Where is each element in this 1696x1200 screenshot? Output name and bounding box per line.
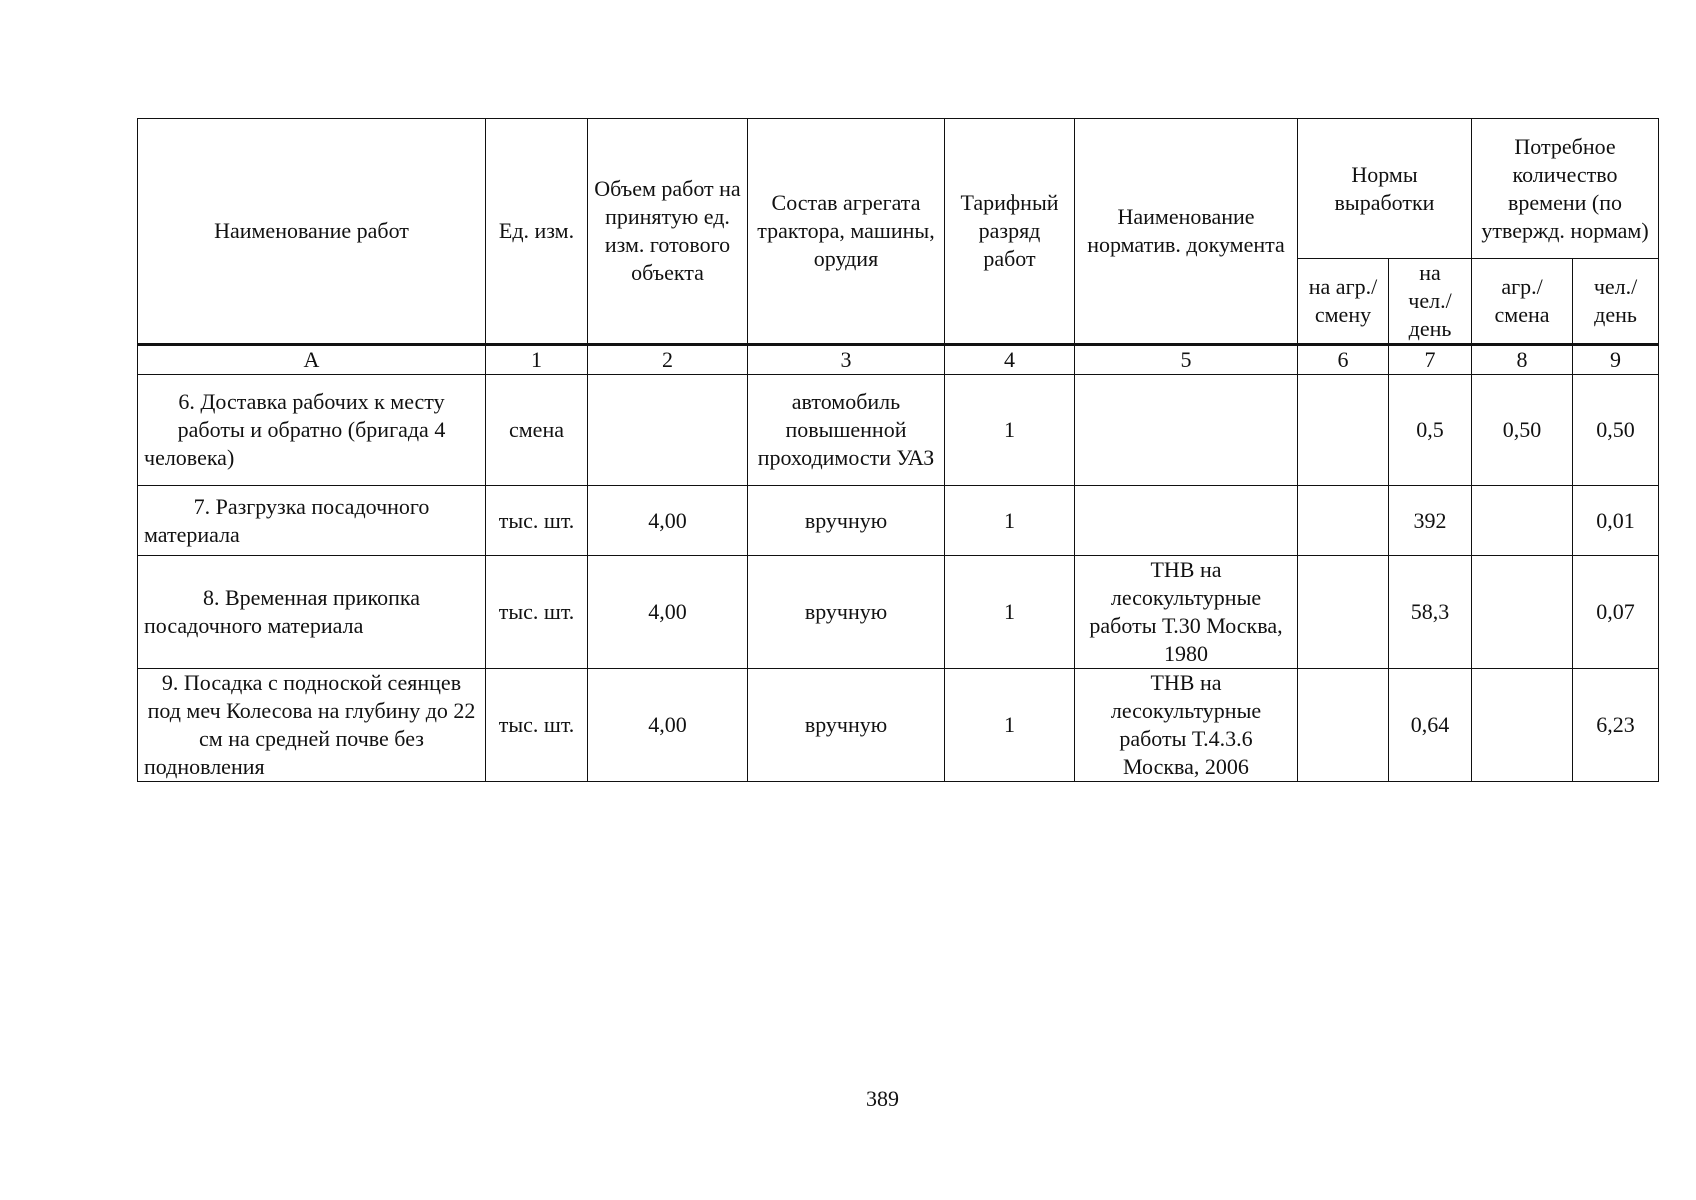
page-number: 389: [866, 1086, 899, 1111]
required-agr: [1472, 669, 1573, 782]
required-agr: 0,50: [1472, 375, 1573, 486]
column-number: 4: [945, 345, 1075, 375]
required-agr: [1472, 556, 1573, 669]
table-row: [138, 375, 1659, 486]
header-norms-man: на чел./ день: [1389, 259, 1472, 345]
norm-agr: [1298, 486, 1389, 556]
column-number: 5: [1075, 345, 1298, 375]
column-number: 2: [588, 345, 748, 375]
work-name: 7. Разгрузка посадочного материала: [138, 486, 486, 556]
norm-man: 0,64: [1389, 669, 1472, 782]
table-row: [138, 669, 1659, 782]
work-name: 6. Доставка рабочих к месту работы и обратно (бригада 4 человека): [138, 375, 486, 486]
column-number: 7: [1389, 345, 1472, 375]
unit: тыс. шт.: [486, 486, 588, 556]
required-man: 0,50: [1573, 375, 1659, 486]
document: ТНВ на лесокультурные работы Т.4.3.6 Москва, 2006: [1075, 669, 1298, 782]
norm-man: 392: [1389, 486, 1472, 556]
required-man: 6,23: [1573, 669, 1659, 782]
unit: тыс. шт.: [486, 556, 588, 669]
work-name: 9. Посадка с подноской сеянцев под меч Колесова на глубину до 22 см на средней почве без подновления: [138, 669, 486, 782]
volume: 4,00: [588, 486, 748, 556]
header-required-man: чел./ день: [1573, 259, 1659, 345]
norm-agr: [1298, 556, 1389, 669]
composition: вручную: [748, 486, 945, 556]
header-norms: Нормы выработки: [1298, 119, 1472, 259]
volume: [588, 375, 748, 486]
header-composition: Состав агрегата трактора, машины, орудия: [748, 119, 945, 345]
header-required: Потребное количество времени (по утвержд. нормам): [1472, 119, 1659, 259]
grade: 1: [945, 669, 1075, 782]
header-document: Наименование норматив. документа: [1075, 119, 1298, 345]
header-required-agr: агр./ смена: [1472, 259, 1573, 345]
composition: вручную: [748, 669, 945, 782]
norm-agr: [1298, 669, 1389, 782]
unit: смена: [486, 375, 588, 486]
grade: 1: [945, 556, 1075, 669]
composition: автомобиль повышенной проходимости УАЗ: [748, 375, 945, 486]
column-number: 3: [748, 345, 945, 375]
grade: 1: [945, 375, 1075, 486]
document: [1075, 375, 1298, 486]
required-man: 0,07: [1573, 556, 1659, 669]
works-table: [137, 118, 1659, 782]
unit: тыс. шт.: [486, 669, 588, 782]
column-number-row: [138, 345, 1659, 375]
grade: 1: [945, 486, 1075, 556]
norm-man: 58,3: [1389, 556, 1472, 669]
header-name: Наименование работ: [138, 119, 486, 345]
document: [1075, 486, 1298, 556]
column-number: 8: [1472, 345, 1573, 375]
table-row: [138, 486, 1659, 556]
header-unit: Ед. изм.: [486, 119, 588, 345]
volume: 4,00: [588, 669, 748, 782]
required-agr: [1472, 486, 1573, 556]
header-volume: Объем работ на принятую ед. изм. готового объекта: [588, 119, 748, 345]
required-man: 0,01: [1573, 486, 1659, 556]
header-norms-agr: на агр./ смену: [1298, 259, 1389, 345]
volume: 4,00: [588, 556, 748, 669]
header-grade: Тарифный разряд работ: [945, 119, 1075, 345]
column-number: 6: [1298, 345, 1389, 375]
column-number: 9: [1573, 345, 1659, 375]
header-row: [138, 119, 1659, 259]
norm-man: 0,5: [1389, 375, 1472, 486]
composition: вручную: [748, 556, 945, 669]
document: ТНВ на лесокультурные работы Т.30 Москва, 1980: [1075, 556, 1298, 669]
norm-agr: [1298, 375, 1389, 486]
column-number: 1: [486, 345, 588, 375]
column-number: А: [138, 345, 486, 375]
work-name: 8. Временная прикопка посадочного материала: [138, 556, 486, 669]
table-row: [138, 556, 1659, 669]
